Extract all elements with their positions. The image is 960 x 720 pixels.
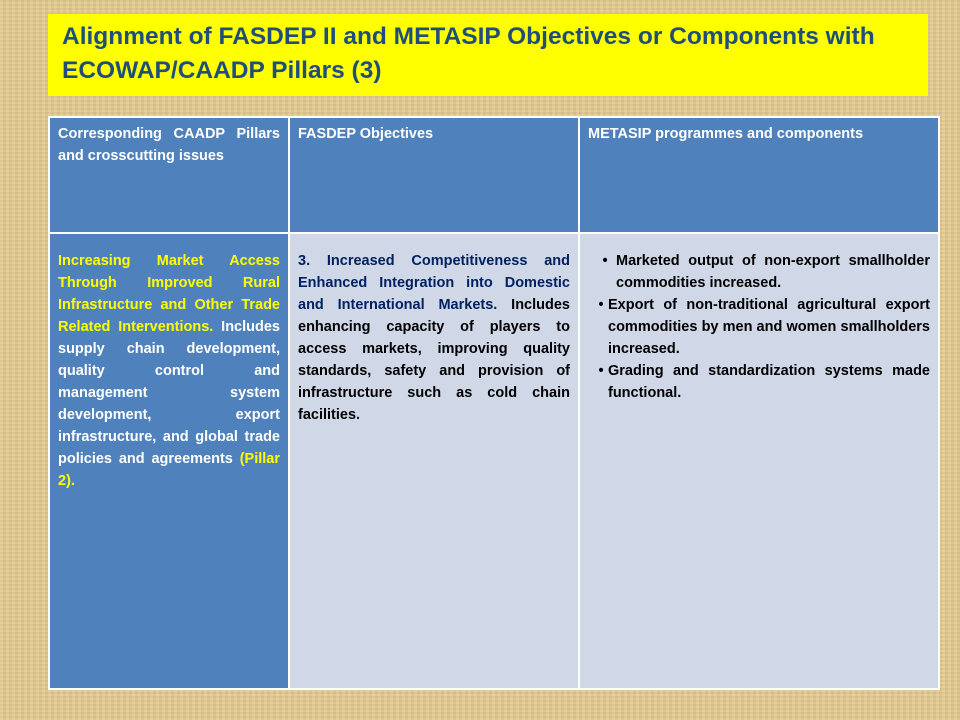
pillar-title: Increasing Market Access Through Improved Rural Infrastructure and Other Trade Related Interventions. <box>58 253 280 335</box>
objective-title: 3. Increased Competitiveness and Enhanced Integration into Domestic and International Markets. <box>298 253 570 313</box>
alignment-table <box>48 116 940 690</box>
cell-metasip-components <box>579 233 939 689</box>
list-item-text: Grading and standardization systems made functional. <box>608 363 930 401</box>
table-row <box>49 233 939 689</box>
bullet-icon: • <box>602 253 608 269</box>
title-banner <box>48 14 928 96</box>
objective-end: . <box>356 407 361 423</box>
pillar-reference: (Pillar 2). <box>58 451 280 489</box>
cell-fasdep-objective <box>289 233 579 689</box>
header-metasip-programmes: METASIP programmes and components <box>579 117 939 233</box>
header-caadp-pillars: Corresponding CAADP Pillars and crosscutting issues <box>49 117 289 233</box>
list-item-text: Export of non-traditional agricultural export commodities by men and women smallholders increased. <box>608 297 930 357</box>
table-header-row <box>49 117 939 233</box>
list-item <box>588 250 930 294</box>
list-item <box>588 294 930 360</box>
cell-caadp-pillar <box>49 233 289 689</box>
bullet-icon: • <box>598 363 604 379</box>
pillar-description: Includes supply chain development, quality control and management system development, export infrastructure, and global trade policies and agreements <box>58 319 280 467</box>
list-item <box>588 360 930 404</box>
objective-description: Includes enhancing capacity of players to access markets, improving quality standards, safety and provision of infrastructure such as cold chain facilities <box>298 297 570 423</box>
metasip-bullet-list <box>588 250 930 404</box>
header-fasdep-objectives: FASDEP Objectives <box>289 117 579 233</box>
slide-title: Alignment of FASDEP II and METASIP Objectives or Components with ECOWAP/CAADP Pillars (3) <box>62 23 875 84</box>
bullet-icon: • <box>598 297 604 313</box>
list-item-text: Marketed output of non-export smallholder commodities increased. <box>616 253 930 291</box>
